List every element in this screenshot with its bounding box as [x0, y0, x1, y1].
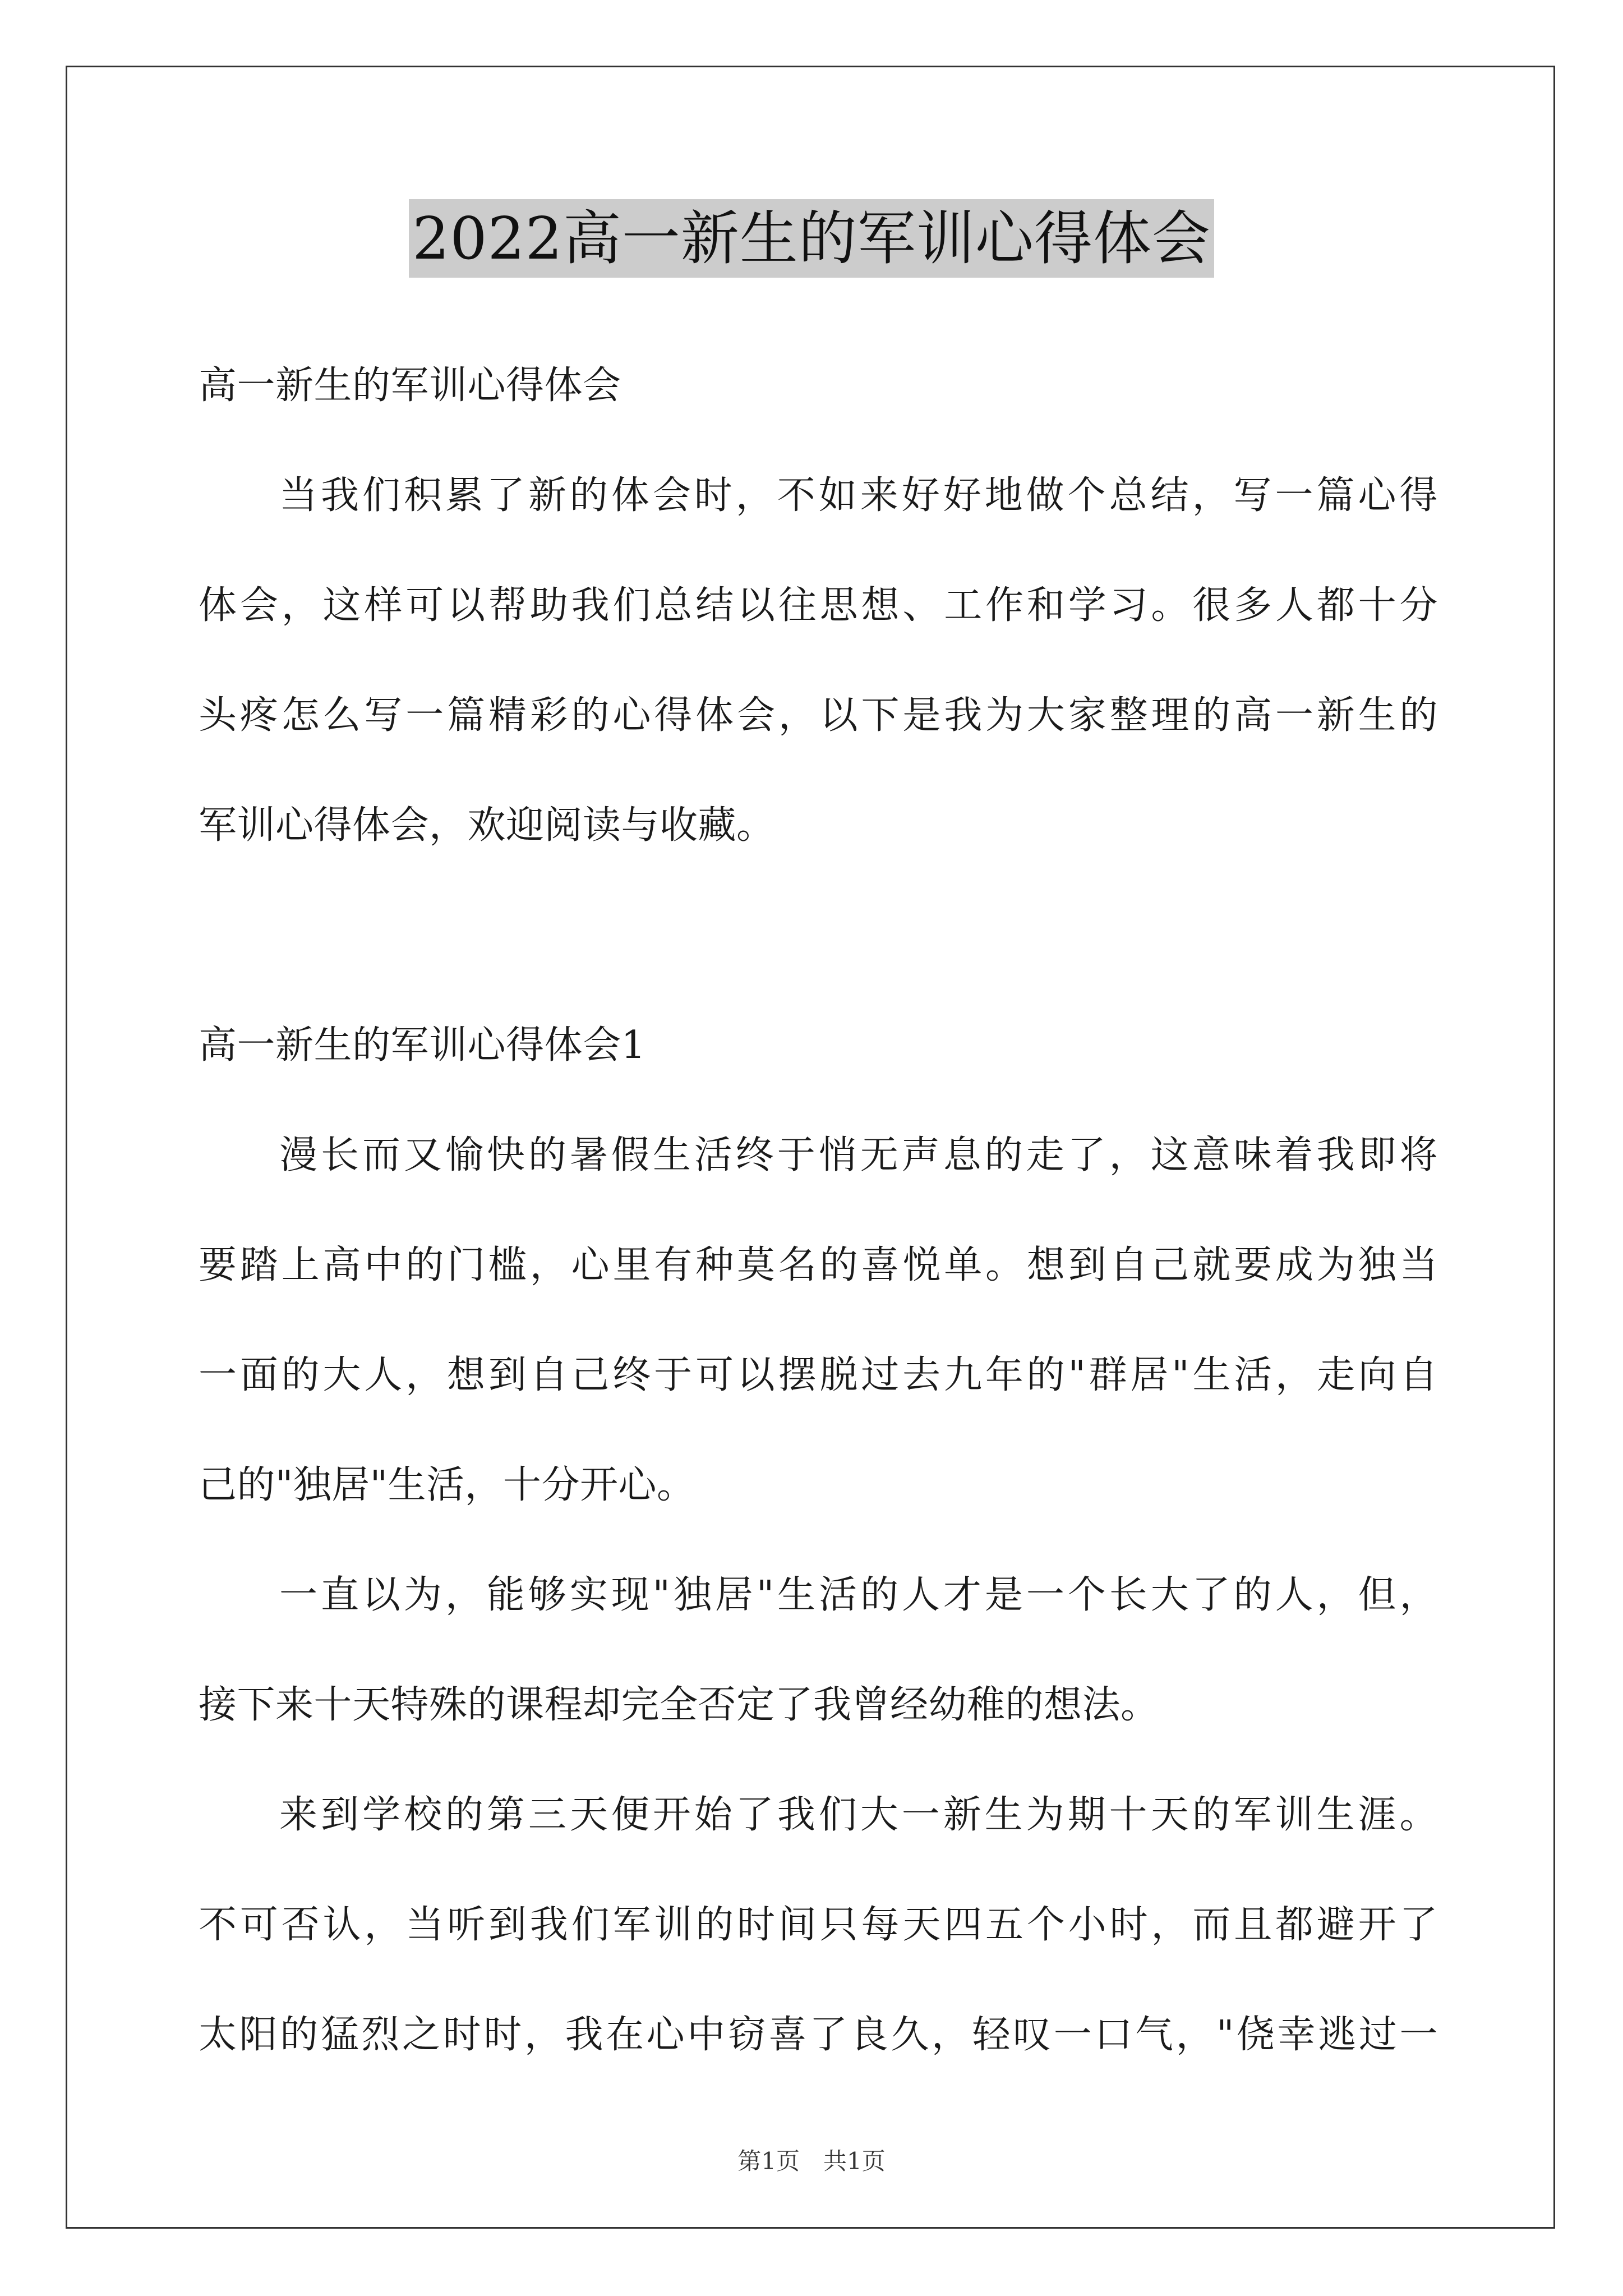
paragraph-line: 不可否认，当听到我们军训的时间只每天四五个小时，而且都避开了: [199, 1903, 1438, 1947]
paragraph-line: 接下来十天特殊的课程却完全否定了我曾经幼稚的想法。: [199, 1683, 1159, 1727]
page-number: 第1页 共1页: [737, 2147, 886, 2175]
intro-line: 当我们积累了新的体会时，不如来好好地做个总结，写一篇心得: [279, 473, 1438, 518]
intro-line: 头疼怎么写一篇精彩的心得体会，以下是我为大家整理的高一新生的: [199, 693, 1438, 738]
document-subtitle: 高一新生的军训心得体会: [199, 364, 621, 408]
intro-line: 军训心得体会，欢迎阅读与收藏。: [199, 803, 775, 848]
spacer: [199, 881, 1438, 991]
section-heading: 高一新生的军训心得体会1: [199, 1023, 646, 1068]
paragraph-line: 要踏上高中的门槛，心里有种莫名的喜悦单。想到自己就要成为独当: [199, 1243, 1438, 1287]
paragraph-line: 一面的大人，想到自己终于可以摆脱过去九年的"群居"生活，走向自: [199, 1353, 1438, 1397]
paragraph-line: 太阳的猛烈之时时，我在心中窃喜了良久，轻叹一口气，"侥幸逃过一: [199, 2013, 1438, 2057]
paragraph-line: 己的"独居"生活，十分开心。: [199, 1463, 695, 1507]
paragraph-line: 漫长而又愉快的暑假生活终于悄无声息的走了，这意味着我即将: [279, 1133, 1438, 1177]
document-title: 2022高一新生的军训心得体会: [409, 199, 1214, 278]
paragraph-line: 一直以为，能够实现"独居"生活的人才是一个长大了的人，但，: [279, 1573, 1438, 1617]
intro-line: 体会，这样可以帮助我们总结以往思想、工作和学习。很多人都十分: [199, 583, 1438, 628]
title-container: [0, 199, 1623, 278]
document-body: [199, 331, 1438, 2090]
paragraph-line: 来到学校的第三天便开始了我们大一新生为期十天的军训生涯。: [279, 1793, 1438, 1837]
